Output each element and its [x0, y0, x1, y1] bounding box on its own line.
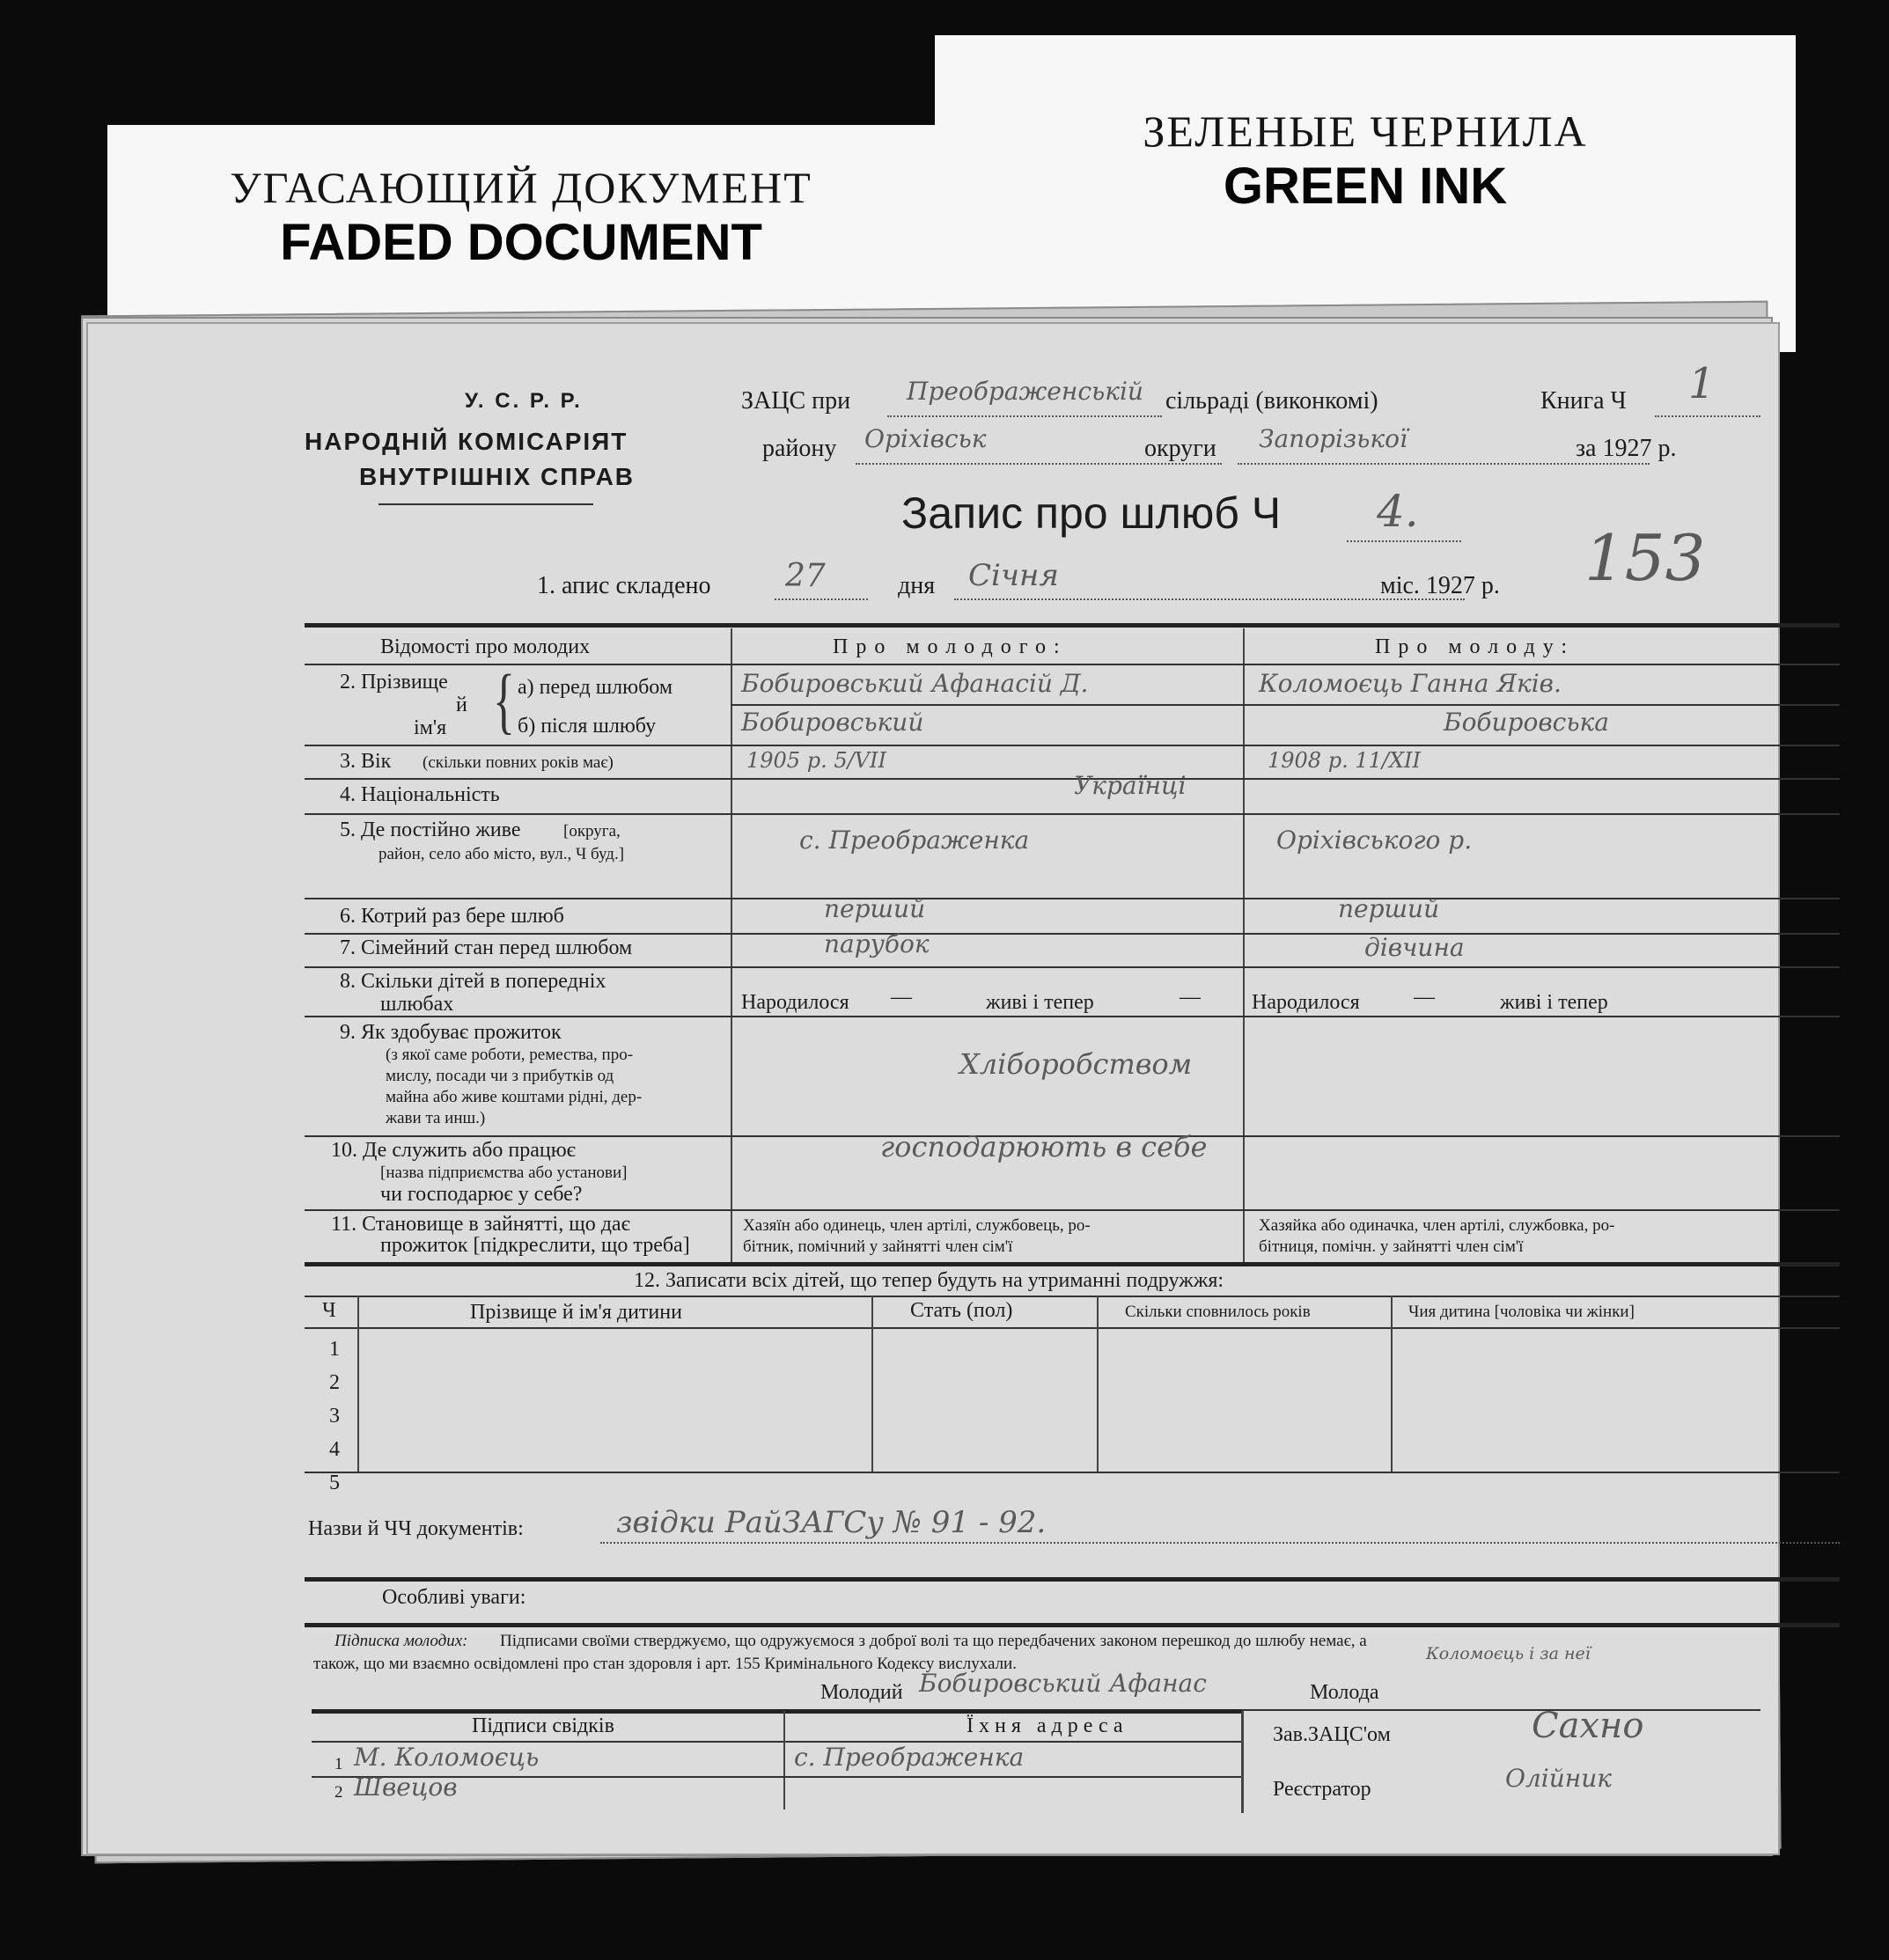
side-number-handwritten: 153 — [1584, 521, 1706, 595]
row10-label: 10. Де служить або працює — [331, 1139, 576, 1162]
row3-label: 3. Вік — [340, 750, 392, 773]
children-top-rule — [305, 1262, 1840, 1266]
row9-note-4: жави та инш.) — [386, 1109, 486, 1127]
row-rule — [305, 1209, 1840, 1211]
field-line — [856, 463, 1222, 465]
row-rule — [305, 1472, 1840, 1473]
col-groom-header: Про молодого: — [833, 635, 1068, 658]
field-line — [775, 598, 868, 600]
row9-note-2: мислу, посади чи з прибутків од — [386, 1067, 614, 1085]
row6-groom: перший — [824, 894, 926, 923]
children-col-divider — [871, 1296, 873, 1472]
row-rule — [305, 1016, 1840, 1017]
row7-label: 7. Сімейний стан перед шлюбом — [340, 936, 633, 959]
row9-note-3: майна або живе коштами рідні, дер- — [386, 1088, 643, 1106]
row3-note: (скільки повних років має) — [423, 753, 614, 772]
row7-bride: дівчина — [1364, 933, 1465, 962]
row11-groom-1: Хазяїн або одинець, член артілі, службовець, ро- — [743, 1216, 1091, 1235]
row2-a-label: а) перед шлюбом — [518, 676, 673, 699]
row11-bride-1: Хазяйка або одиначка, член артілі, службовка, ро- — [1259, 1216, 1615, 1235]
row5-note1: [округа, — [563, 822, 621, 841]
children-title: 12. Записати всіх дітей, що тепер будуть на утриманні подружжя: — [634, 1269, 1224, 1292]
row-rule — [305, 1327, 1840, 1329]
children-col-age: Скільки сповнилось років — [1125, 1303, 1311, 1321]
okruga-handwritten: Запорізької — [1259, 424, 1408, 453]
marriage-record-form — [86, 322, 1780, 1855]
row2-bride-before: Коломоєць Ганна Яків. — [1259, 669, 1562, 698]
children-row-no: 3 — [329, 1405, 340, 1428]
children-col-whose: Чия дитина [чоловіка чи жінки] — [1408, 1303, 1635, 1321]
line1-day-handwritten: 27 — [785, 558, 826, 594]
zags-prefix: ЗАЦС при — [741, 387, 851, 415]
row2-groom-after: Бобировський — [741, 708, 924, 737]
row3-groom: 1905 р. 5/VII — [746, 748, 886, 773]
registrar-label: Реєстратор — [1273, 1778, 1371, 1801]
raion-label: району — [762, 435, 837, 462]
row8-bride-born-label: Народилося — [1252, 991, 1360, 1014]
faded-label-ru: УГАСАЮЩИЙ ДОКУМЕНТ — [230, 163, 812, 212]
bride-signature-label: Молода — [1310, 1681, 1379, 1704]
row5-groom: с. Преображенка — [799, 826, 1030, 855]
field-line — [1655, 415, 1760, 417]
row-rule — [305, 933, 1840, 935]
decl-label: Підписка молодих: — [334, 1632, 468, 1650]
docs-handwritten: звідки РайЗАГСу № 91 - 92. — [616, 1505, 1047, 1540]
row8-label-1: 8. Скільки дітей в попередніх — [340, 970, 606, 993]
children-col-divider — [357, 1296, 359, 1472]
row5-label: 5. Де постійно живе — [340, 819, 521, 841]
table-col-divider — [731, 628, 732, 1262]
witness-rule — [312, 1709, 1241, 1714]
notes-rule — [305, 1577, 1840, 1582]
row9-note-1: (з якої саме роботи, ремества, про- — [386, 1046, 634, 1064]
faded-label-en: FADED DOCUMENT — [280, 214, 762, 271]
row5-bride: Оріхівського р. — [1276, 826, 1473, 855]
children-col-no: Ч — [322, 1299, 336, 1322]
witness-1-signature: М. Коломоєць — [354, 1743, 540, 1772]
row2-groom-before: Бобировський Афанасій Д. — [741, 669, 1089, 698]
raion-handwritten: Оріхівськ — [864, 424, 987, 453]
field-line — [1347, 540, 1461, 542]
row-rule — [305, 745, 1840, 746]
decl-rule — [305, 1623, 1840, 1627]
head-label: Зав.ЗАЦС'ом — [1273, 1723, 1391, 1746]
book-label: Книга Ч — [1540, 387, 1627, 415]
line1-day-label: дня — [898, 572, 936, 599]
children-row-no: 5 — [329, 1472, 340, 1494]
usrr-heading: У. С. Р. Р. — [465, 389, 583, 413]
children-col-divider — [1391, 1296, 1393, 1472]
registrar-signature: Олійник — [1505, 1764, 1612, 1793]
faded-document-label — [107, 125, 935, 336]
row6-bride: перший — [1338, 894, 1440, 923]
bride-signature: Коломоєць і за неї — [1426, 1644, 1591, 1663]
witness-1-no: 1 — [334, 1755, 343, 1773]
children-row-no: 2 — [329, 1371, 340, 1394]
row8-groom-born-label: Народилося — [741, 991, 849, 1014]
witness-address: с. Преображенка — [794, 1743, 1025, 1772]
children-col-sex: Стать (пол) — [910, 1299, 1013, 1322]
children-row-no: 1 — [329, 1338, 340, 1361]
notes-label: Особливі уваги: — [382, 1586, 526, 1609]
row3-bride: 1908 р. 11/XII — [1268, 748, 1421, 773]
witness-col-divider — [783, 1711, 785, 1810]
row2-label: 2. Прізвище — [340, 671, 448, 694]
witness-2-signature: Швецов — [354, 1773, 458, 1802]
commissariat-line-2: ВНУТРІШНІХ СПРАВ — [359, 463, 636, 490]
row8-groom-born-value: — — [891, 986, 912, 1009]
line1-month-handwritten: Січня — [968, 558, 1059, 593]
decl-line-1: Підписами своїми стверджуємо, що одружуємося з доброї волі та що передбачених законом перешкод до шлюбу немає, а — [500, 1632, 1367, 1650]
row11-bride-2: бітниця, помічн. у зайнятті член сім'ї — [1259, 1237, 1524, 1256]
row8-bride-born-value: — — [1414, 986, 1435, 1009]
row5-note2: район, село або місто, вул., Ч буд.] — [379, 845, 625, 863]
head-box-divider — [1241, 1709, 1244, 1813]
book-number-handwritten: 1 — [1688, 359, 1716, 408]
row-rule — [305, 813, 1840, 815]
row10-value: господарюють в себе — [880, 1130, 1208, 1164]
children-col-divider — [1097, 1296, 1099, 1472]
record-number-handwritten: 4. — [1377, 486, 1419, 537]
row7-groom: парубок — [824, 929, 930, 958]
row9-label: 9. Як здобуває прожиток — [340, 1021, 562, 1044]
groom-signature-label: Молодий — [820, 1681, 903, 1704]
brace: { — [493, 661, 515, 743]
row8-label-2: шлюбах — [380, 993, 454, 1016]
head-box-rule — [1241, 1709, 1760, 1711]
row2-sub1: й — [456, 694, 467, 716]
col-bride-header: Про молоду: — [1375, 635, 1576, 658]
row2-bride-after: Бобировська — [1444, 708, 1609, 737]
witness-2-no: 2 — [334, 1783, 343, 1802]
divider — [379, 503, 593, 505]
row8-groom-alive-value: — — [1180, 986, 1201, 1009]
row8-bride-alive-label: живі і тепер — [1500, 991, 1608, 1014]
row11-label-1: 11. Становище в зайнятті, що дає — [331, 1213, 630, 1236]
zags-suffix: сільраді (виконкомі) — [1165, 387, 1378, 415]
row11-label-2: прожиток [підкреслити, що треба] — [380, 1234, 690, 1257]
decl-line-2: також, що ми взаємно освідомлені про стан здоровля і арт. 155 Кримінального Кодексу вислухали. — [313, 1655, 1017, 1673]
row6-label: 6. Котрий раз бере шлюб — [340, 905, 564, 928]
row4-label: 4. Національність — [340, 783, 500, 806]
line1-prefix: 1. апис складено — [537, 572, 711, 599]
row9-value: Хліборобством — [959, 1047, 1193, 1081]
row-rule — [731, 704, 1840, 706]
zags-village-handwritten: Преображенській — [907, 377, 1143, 406]
green-label-en: GREEN INK — [1223, 158, 1508, 215]
record-title: Запис про шлюб Ч — [901, 488, 1282, 538]
row-rule — [305, 664, 1840, 665]
groom-signature: Бобировський Афанас — [919, 1669, 1207, 1698]
row8-groom-alive-label: живі і тепер — [986, 991, 1094, 1014]
row-rule — [305, 966, 1840, 968]
row10-note-1: [назва підприємства або установи] — [380, 1164, 628, 1182]
row-rule — [305, 1296, 1840, 1297]
table-col-divider — [1243, 628, 1245, 1262]
children-col-name: Прізвище й ім'я дитини — [470, 1301, 682, 1324]
table-top-rule — [305, 623, 1840, 628]
head-signature: Сахно — [1532, 1706, 1644, 1746]
commissariat-line-1: НАРОДНІЙ КОМІСАРІЯТ — [305, 428, 628, 455]
row10-note-2: чи господарює у себе? — [380, 1183, 583, 1206]
row11-groom-2: бітник, помічний у зайнятті член сім'ї — [743, 1237, 1013, 1256]
address-col-header: Їхня адреса — [967, 1714, 1128, 1737]
row4-value: Українці — [1074, 771, 1187, 800]
line1-suffix: міс. 1927 р. — [1380, 572, 1500, 599]
green-label-ru: ЗЕЛЕНЫЕ ЧЕРНИЛА — [1143, 106, 1588, 156]
witness-col-header: Підписи свідків — [472, 1714, 614, 1737]
row2-b-label: б) після шлюбу — [518, 715, 657, 738]
children-row-no: 4 — [329, 1438, 340, 1461]
docs-label: Назви й ЧЧ документів: — [308, 1517, 524, 1540]
row2-sub2: ім'я — [414, 716, 447, 739]
row-rule — [305, 778, 1840, 780]
col-info-header: Відомості про молодих — [380, 635, 591, 658]
row-rule — [305, 898, 1840, 899]
field-line — [887, 415, 1162, 417]
year-label: за 1927 р. — [1576, 435, 1677, 462]
okruga-label: округи — [1144, 435, 1216, 462]
field-line — [600, 1542, 1840, 1544]
field-line — [1238, 463, 1650, 465]
